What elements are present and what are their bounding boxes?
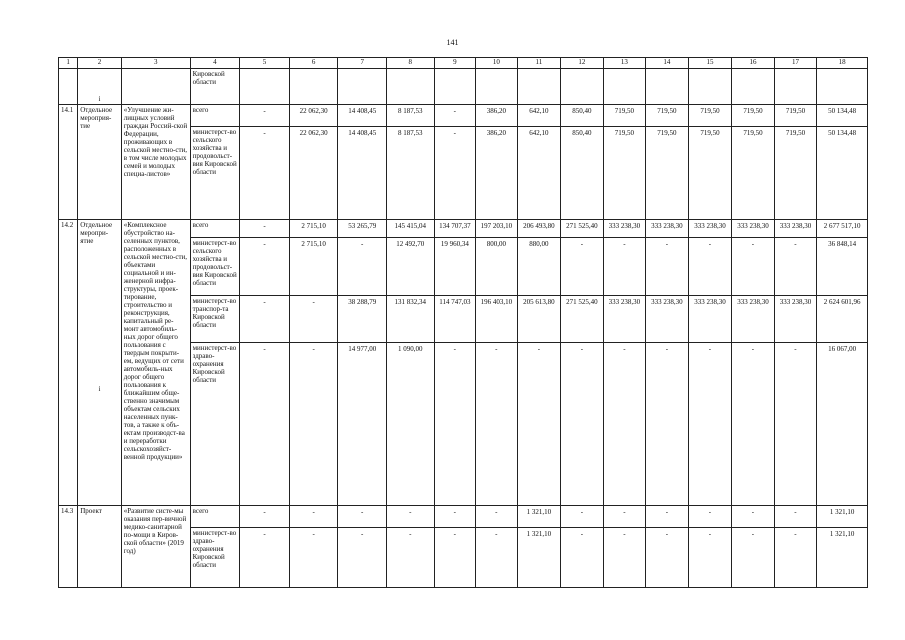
value-cell: -: [646, 506, 689, 528]
value-cell: 333 238,30: [688, 296, 732, 343]
value-cell: 22 062,30: [289, 127, 338, 220]
value-cell: 22 062,30: [289, 105, 338, 127]
row-id: 14.1: [59, 105, 78, 220]
header-cell: 8: [387, 58, 435, 69]
value-cell: 333 238,30: [774, 296, 817, 343]
value-cell: 642,10: [517, 105, 561, 127]
value-cell: -: [561, 506, 604, 528]
value-cell: 2 715,10: [289, 238, 338, 296]
value-cell: -: [240, 296, 290, 343]
value-cell: -: [476, 343, 518, 506]
value-cell: 38 288,79: [338, 296, 387, 343]
value-cell: -: [434, 343, 476, 506]
value-cell: -: [561, 528, 604, 588]
table-row: [59, 220, 868, 238]
value-cell: -: [603, 528, 646, 588]
header-cell: 18: [817, 58, 868, 69]
value-cell: -: [603, 506, 646, 528]
header-cell: 1: [59, 58, 78, 69]
value-cell: -: [387, 528, 435, 588]
value-cell: 271 525,40: [561, 296, 604, 343]
value-cell: 134 707,37: [434, 220, 476, 238]
value-cell: 850,40: [561, 105, 604, 127]
value-cell: 14 977,00: [338, 343, 387, 506]
value-cell: 131 832,34: [387, 296, 435, 343]
value-cell: 333 238,30: [732, 296, 775, 343]
value-cell: 206 493,80: [517, 220, 561, 238]
value-cell: 53 265,79: [338, 220, 387, 238]
value-cell: 333 238,30: [646, 296, 689, 343]
value-cell: 642,10: [517, 127, 561, 220]
value-cell: 197 203,10: [476, 220, 518, 238]
value-cell: -: [240, 220, 290, 238]
value-cell: 1 321,10: [517, 506, 561, 528]
value-cell: 114 747,03: [434, 296, 476, 343]
header-cell: 9: [434, 58, 476, 69]
value-cell: -: [434, 528, 476, 588]
value-cell: 16 067,00: [817, 343, 868, 506]
row-name: «Развитие систе-мы оказания пер-вичной медико-санитарной по-мощи в Киров-ской области» (2019 год): [121, 506, 190, 588]
margin-mark: i: [98, 385, 101, 393]
table-row: [59, 506, 868, 528]
header-row: [59, 58, 868, 69]
executor-cell: министерст-во здраво-охранения Кировской области: [190, 343, 240, 506]
value-cell: -: [240, 506, 290, 528]
value-cell: 1 321,10: [817, 528, 868, 588]
executor-cell: Кировской области: [190, 69, 240, 105]
value-cell: -: [240, 127, 290, 220]
value-cell: -: [517, 343, 561, 506]
value-cell: 719,50: [646, 127, 689, 220]
budget-table: [58, 57, 868, 588]
continuation-mark: i: [78, 69, 122, 105]
value-cell: -: [732, 238, 775, 296]
value-cell: 2 677 517,10: [817, 220, 868, 238]
value-cell: -: [688, 343, 732, 506]
value-cell: -: [289, 528, 338, 588]
value-cell: 36 848,14: [817, 238, 868, 296]
value-cell: -: [434, 105, 476, 127]
executor-cell: министерст-во здраво-охранения Кировской области: [190, 528, 240, 588]
value-cell: 719,50: [603, 127, 646, 220]
value-cell: -: [774, 506, 817, 528]
value-cell: -: [289, 343, 338, 506]
value-cell: 386,20: [476, 105, 518, 127]
header-cell: 17: [774, 58, 817, 69]
header-cell: 14: [646, 58, 689, 69]
value-cell: -: [387, 506, 435, 528]
continuation-row: [59, 69, 868, 105]
value-cell: -: [338, 528, 387, 588]
value-cell: -: [732, 343, 775, 506]
value-cell: -: [434, 127, 476, 220]
value-cell: -: [774, 528, 817, 588]
value-cell: 719,50: [774, 105, 817, 127]
value-cell: 719,50: [603, 105, 646, 127]
value-cell: -: [688, 528, 732, 588]
row-id: 14.2: [59, 220, 78, 506]
row-type: Отдельное мероприя-тие: [78, 105, 122, 220]
value-cell: -: [774, 343, 817, 506]
value-cell: -: [289, 506, 338, 528]
value-cell: 386,20: [476, 127, 518, 220]
value-cell: 196 403,10: [476, 296, 518, 343]
value-cell: -: [774, 238, 817, 296]
header-cell: 16: [732, 58, 775, 69]
value-cell: -: [240, 105, 290, 127]
row-type: Отдельное меропри-ятие: [80, 221, 113, 245]
header-cell: 11: [517, 58, 561, 69]
value-cell: 719,50: [732, 105, 775, 127]
value-cell: -: [434, 506, 476, 528]
value-cell: 8 187,53: [387, 105, 435, 127]
value-cell: 850,40: [561, 127, 604, 220]
header-cell: 4: [190, 58, 240, 69]
value-cell: 145 415,04: [387, 220, 435, 238]
value-cell: 719,50: [688, 105, 732, 127]
value-cell: 2 624 601,96: [817, 296, 868, 343]
header-cell: 7: [338, 58, 387, 69]
value-cell: 333 238,30: [603, 220, 646, 238]
value-cell: 1 090,00: [387, 343, 435, 506]
header-cell: 12: [561, 58, 604, 69]
value-cell: 50 134,48: [817, 105, 868, 127]
value-cell: 719,50: [774, 127, 817, 220]
value-cell: -: [732, 528, 775, 588]
executor-cell: всего: [190, 105, 240, 127]
executor-cell: всего: [190, 506, 240, 528]
value-cell: 333 238,30: [603, 296, 646, 343]
value-cell: -: [338, 506, 387, 528]
value-cell: -: [476, 528, 518, 588]
value-cell: -: [289, 296, 338, 343]
value-cell: 719,50: [646, 105, 689, 127]
row-id: 14.3: [59, 506, 78, 588]
row-type-cell: [78, 220, 122, 506]
value-cell: 1 321,10: [517, 528, 561, 588]
executor-cell: министерст-во транспор-та Кировской области: [190, 296, 240, 343]
header-cell: 13: [603, 58, 646, 69]
value-cell: -: [476, 506, 518, 528]
value-cell: 1 321,10: [817, 506, 868, 528]
value-cell: 12 492,70: [387, 238, 435, 296]
value-cell: -: [561, 343, 604, 506]
value-cell: 19 960,34: [434, 238, 476, 296]
value-cell: 800,00: [476, 238, 518, 296]
row-name: «Улучшение жи-лищных условий граждан Россий-ской Федерации, проживающих в сельской местно-сти, в том числе молодых семей и молодых специа-листов»: [121, 105, 190, 220]
value-cell: 333 238,30: [774, 220, 817, 238]
value-cell: -: [646, 343, 689, 506]
value-cell: 8 187,53: [387, 127, 435, 220]
value-cell: 719,50: [688, 127, 732, 220]
value-cell: 333 238,30: [732, 220, 775, 238]
executor-cell: всего: [190, 220, 240, 238]
value-cell: -: [240, 238, 290, 296]
value-cell: -: [646, 528, 689, 588]
value-cell: -: [603, 238, 646, 296]
value-cell: -: [603, 343, 646, 506]
header-cell: 10: [476, 58, 518, 69]
executor-cell: министерст-во сельского хозяйства и продовольст-вия Кировской области: [190, 238, 240, 296]
header-cell: 15: [688, 58, 732, 69]
header-cell: 2: [78, 58, 122, 69]
row-type: Проект: [78, 506, 122, 588]
value-cell: -: [688, 238, 732, 296]
value-cell: 205 613,80: [517, 296, 561, 343]
value-cell: 50 134,48: [817, 127, 868, 220]
value-cell: -: [688, 506, 732, 528]
row-name: «Комплексное обустройство на-селенных пунктов, расположенных в сельской местно-сти, объектами социальной и ин-женерной инфра-структуры, проек-тирование, строительство и реконструкция, капитальный ре-монт автомобиль-ных дорог общего пользования с твердым покрыти-ем, ведущих от сети автомобиль-ных дорог общего пользования к ближайшим обще-ственно значимым объектам сельских населенных пунк-тов, а также к объ-ектам производст-ва и переработки сельскохозяйст-венной продукции»: [121, 220, 190, 506]
value-cell: 271 525,40: [561, 220, 604, 238]
executor-cell: министерст-во сельского хозяйства и продовольст-вия Кировской области: [190, 127, 240, 220]
value-cell: 333 238,30: [688, 220, 732, 238]
value-cell: -: [646, 238, 689, 296]
table-row: [59, 105, 868, 127]
value-cell: 2 715,10: [289, 220, 338, 238]
header-cell: 5: [240, 58, 290, 69]
header-cell: 6: [289, 58, 338, 69]
value-cell: -: [732, 506, 775, 528]
value-cell: -: [240, 343, 290, 506]
header-cell: 3: [121, 58, 190, 69]
value-cell: 14 408,45: [338, 105, 387, 127]
value-cell: 333 238,30: [646, 220, 689, 238]
page-number: 141: [446, 38, 459, 47]
value-cell: 880,00: [517, 238, 561, 296]
value-cell: -: [240, 528, 290, 588]
value-cell: -: [561, 238, 604, 296]
value-cell: -: [338, 238, 387, 296]
value-cell: 14 408,45: [338, 127, 387, 220]
value-cell: 719,50: [732, 127, 775, 220]
